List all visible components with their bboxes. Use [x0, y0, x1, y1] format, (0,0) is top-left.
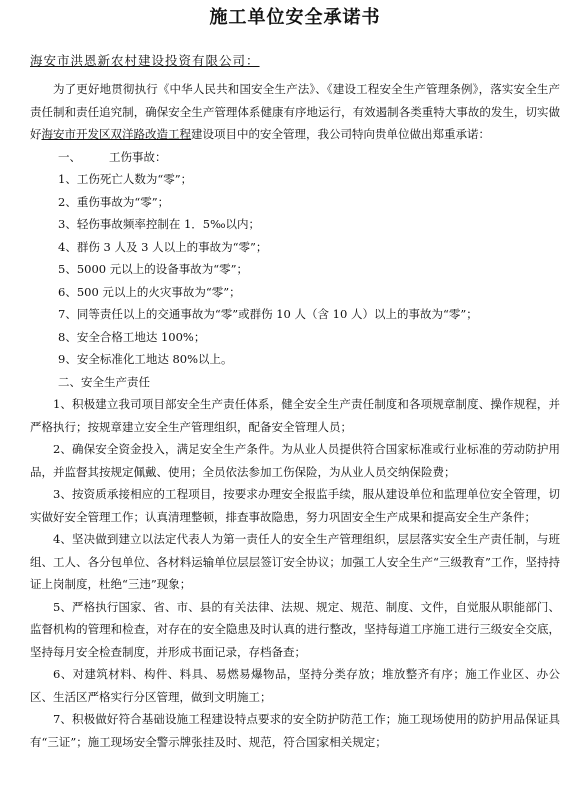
- section2-item: 2、确保安全资金投入，满足安全生产条件。为从业人员提供符合国家标准或行业标准的劳动防护用品，并监督其按规定佩戴、使用；全员依法参加工伤保险，为从业人员交纳保险费；: [30, 442, 560, 479]
- section2-item: 4、坚决做到建立以法定代表人为第一责任人的安全生产管理组织，层层落实安全生产责任制，与班组、工人、各分包单位、各材料运输单位层层签订安全协议；加强工人安全生产“三级教育”工作，坚持持证上岗制度，杜绝“三违”现象；: [30, 532, 560, 591]
- document-title: 施工单位安全承诺书: [209, 7, 381, 28]
- section1-item: 2、重伤事故为“零”；: [58, 194, 170, 209]
- section2-item: 1、积极建立我司项目部安全生产责任体系，健全安全生产责任制度和各项规章制度、操作规程，并严格执行；按规章建立安全生产管理组织，配备安全管理人员；: [30, 397, 560, 434]
- section2-item: 3、按资质承接相应的工程项目，按要求办理安全报监手续，服从建设单位和监理单位安全管理，切实做好安全管理工作；认真清理整顿，排查事故隐患，努力巩固安全生产成果和提高安全生产条件；: [30, 487, 560, 524]
- section1-number: 一、: [58, 149, 81, 164]
- addressee: 海安市洪恩新农村建设投资有限公司：: [30, 53, 260, 68]
- section2-item: 7、积极做好符合基础设施工程建设特点要求的安全防护防范工作；施工现场使用的防护用品保证具有“三证”；施工现场安全警示牌张挂及时、规范，符合国家相关规定；: [30, 712, 560, 749]
- section1-title: 工伤事故：: [109, 149, 167, 164]
- project-name: 海安市开发区双洋路改造工程: [41, 127, 191, 141]
- section1-item: 8、安全合格工地达 100%；: [58, 329, 206, 344]
- section1-item: 5、5000 元以上的设备事故为“零”；: [58, 262, 248, 276]
- section1-heading: [30, 146, 560, 169]
- section1-item: 1、工伤死亡人数为“零”；: [58, 172, 193, 186]
- section1-item: 4、群伤 3 人及 3 人以上的事故为“零”；: [58, 239, 268, 254]
- section1-item: 3、轻伤事故频率控制在 1．5‰以内；: [58, 217, 261, 231]
- section1-item: 9、安全标准化工地达 80%以上。: [58, 352, 233, 366]
- section2-item: 6、对建筑材料、构件、料具、易燃易爆物品，坚持分类存放；堆放整齐有序；施工作业区、办公区、生活区严格实行分区管理，做到文明施工；: [30, 667, 560, 704]
- intro-text-before: 为了更好地贯彻执行《中华人民共和国安全生产法》、《建设工程安全生产管理条例》，落实安全生产责任制和责任追究制，确保安全生产管理体系健康有序地运行，有效遏制各类重特大事故的发生，切实做好: [30, 82, 560, 141]
- section2-item: 5、严格执行国家、省、市、县的有关法律、法规、规定、规范、制度、文件，自觉服从职能部门、监督机构的管理和检查，对存在的安全隐患及时认真的进行整改，坚持每道工序施工进行三级安全交底，坚持每月安全检查制度，并形成书面记录，存档备查；: [30, 599, 560, 659]
- intro-paragraph: [30, 78, 560, 146]
- intro-text-after: 建设项目中的安全管理，我公司特向贵单位做出郑重承诺：: [191, 127, 490, 141]
- section1-item: 6、500 元以上的火灾事故为“零”；: [58, 284, 241, 299]
- section1-item: 7、同等责任以上的交通事故为“零”或群伤 10 人（含 10 人）以上的事故为“零”；: [58, 307, 478, 321]
- section2-heading: 二、安全生产责任: [58, 374, 150, 389]
